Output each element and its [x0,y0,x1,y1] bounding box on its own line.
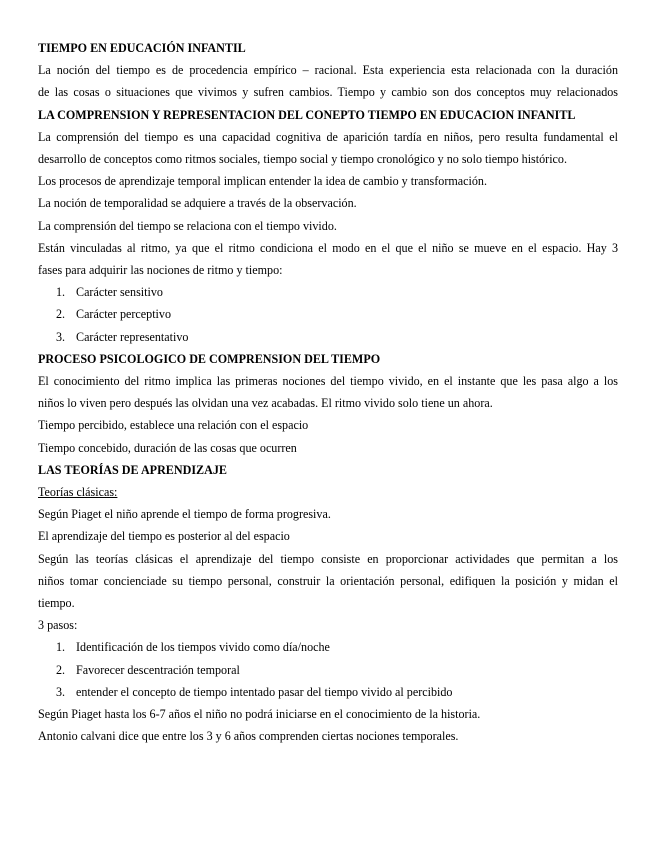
paragraph-procesos-aprendizaje: Los procesos de aprendizaje temporal implican entender la idea de cambio y transformación. [38,174,487,189]
heading-teorias-aprendizaje: LAS TEORÍAS DE APRENDIZAJE [38,462,227,477]
paragraph-antonio-calvani: Antonio calvani dice que entre los 3 y 6 años comprenden ciertas nociones temporales. [38,729,459,744]
text-line: niños lo viven pero después las olvidan una vez acabadas. El ritmo vivido solo tiene un ahora. [38,396,493,411]
text-line: El conocimiento del ritmo implica las primeras nociones del tiempo vivido, en el instante que les pasa algo a los [38,374,618,389]
list-fases-ritmo [38,281,618,348]
paragraph-tiempo-vivido: La comprensión del tiempo se relaciona con el tiempo vivido. [38,218,337,233]
heading-tiempo-educacion-infantil: TIEMPO EN EDUCACIÓN INFANTIL [38,41,246,55]
paragraph-piaget-progresiva: Según Piaget el niño aprende el tiempo de forma progresiva. [38,507,331,522]
list-item [38,326,618,348]
text-line: niños tomar concienciade su tiempo personal, construir la orientación personal, edifiquen la posición y midan el [38,573,618,588]
list-item-text: Carácter sensitivo [76,285,163,300]
document-page [38,37,618,748]
text-line: Están vinculadas al ritmo, ya que el ritmo condiciona el modo en el que el niño se mueve en el espacio. Hay 3 [38,240,618,255]
paragraph-tiempo-percibido: Tiempo percibido, establece una relación con el espacio [38,418,309,433]
list-number: 2. [56,662,66,677]
list-item [38,303,618,325]
list-item [38,636,618,658]
list-pasos [38,636,618,703]
text-line: fases para adquirir las nociones de ritmo y tiempo: [38,263,283,278]
list-item-text: Carácter perceptivo [76,307,172,322]
paragraph-aprendizaje-espacio: El aprendizaje del tiempo es posterior al del espacio [38,529,290,544]
paragraph-nocion-temporalidad: La noción de temporalidad se adquiere a través de la observación. [38,196,357,211]
subheading-teorias-clasicas: Teorías clásicas: [38,485,118,500]
list-item-text: Favorecer descentración temporal [76,662,240,677]
text-line: desarrollo de conceptos como ritmos sociales, tiempo social y tiempo cronológico y no solo tiempo histórico. [38,152,567,167]
list-item-text: Carácter representativo [76,329,189,344]
text-line: La comprensión del tiempo es una capacidad cognitiva de aparición tardía en niños, pero resulta fundamental el [38,129,618,144]
paragraph-comprension-tiempo [38,126,618,170]
heading-comprension-representacion: LA COMPRENSION Y REPRESENTACION DEL CONEPTO TIEMPO EN EDUCACION INFANITL [38,107,576,122]
list-item-text: Identificación de los tiempos vivido como día/noche [76,640,330,655]
list-item [38,659,618,681]
list-number: 1. [56,285,66,300]
paragraph-ritmo [38,237,618,281]
heading-proceso-psicologico: PROCESO PSICOLOGICO DE COMPRENSION DEL TIEMPO [38,351,381,366]
list-item [38,281,618,303]
text-line: Según las teorías clásicas el aprendizaje del tiempo consiste en proporcionar actividades que permitan a los [38,551,618,566]
paragraph-teorias-clasicas [38,548,618,615]
paragraph-piaget-historia: Según Piaget hasta los 6-7 años el niño no podrá iniciarse en el conocimiento de la historia. [38,707,481,722]
paragraph-tres-pasos: 3 pasos: [38,618,78,633]
list-number: 3. [56,329,66,344]
list-number: 1. [56,640,66,655]
list-item [38,681,618,703]
paragraph-tiempo-concebido: Tiempo concebido, duración de las cosas que ocurren [38,440,297,455]
list-number: 3. [56,684,66,699]
paragraph-nocion-tiempo [38,59,618,103]
list-number: 2. [56,307,66,322]
text-line: de las cosas o situaciones que vivimos y sufren cambios. Tiempo y cambio son dos conceptos muy relacionados [38,85,618,100]
list-item-text: entender el concepto de tiempo intentado pasar del tiempo vivido al percibido [76,684,453,699]
text-line: La noción del tiempo es de procedencia empírico – racional. Esta experiencia esta relacionada con la duración [38,63,618,78]
paragraph-conocimiento-ritmo [38,370,618,414]
text-line: tiempo. [38,596,75,611]
